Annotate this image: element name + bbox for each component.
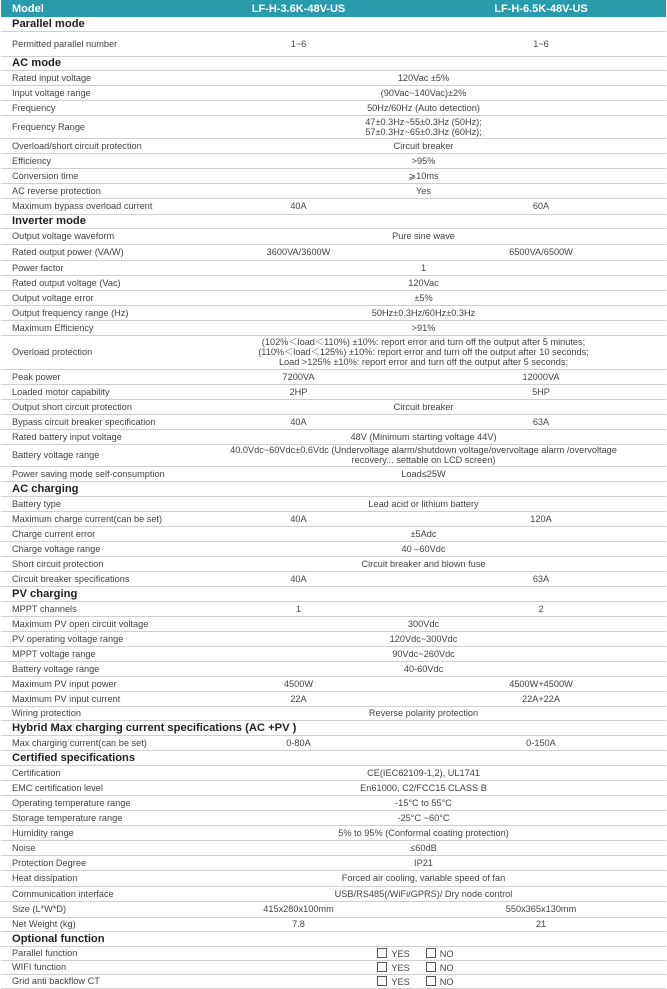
spec-row [1,616,666,631]
spec-value: En61000, C2/FCC15 CLASS B [360,782,487,793]
spec-row [1,601,666,616]
spec-value-a: 40A [290,573,307,584]
spec-value-a: 1 [295,603,302,614]
spec-label: Circuit breaker specifications [12,573,130,584]
spec-value: ⩾10ms [408,170,439,181]
header-model-label: Model [1,0,181,17]
spec-value: 40.0Vdc~60Vdc±0.6Vdc (Undervoltage alarm/shutdown voltage/overvoltage alarm /overvoltage recovery... settable on LCD screen) [230,445,617,465]
spec-value-b: 22A+22A [521,693,561,704]
spec-value-a: 22A [290,693,307,704]
option-choices [181,946,666,960]
spec-value-b: 550x365x130mm [505,904,577,914]
spec-label: Protection Degree [12,857,87,868]
spec-row [1,511,666,526]
spec-value: 40 –60Vdc [401,543,446,554]
spec-value: 50Hz/60Hz (Auto detection) [367,102,480,113]
spec-value-b: 12000VA [522,371,560,382]
spec-label: MPPT channels [12,603,77,614]
spec-label: Size (L*W*D) [12,904,67,914]
spec-label: Maximum PV open circuit voltage [12,618,149,629]
spec-row [1,414,666,429]
spec-value-b: 120A [530,513,552,524]
spec-label: Battery voltage range [12,450,100,460]
spec-value: 48V (Minimum starting voltage 44V) [350,431,497,442]
spec-label: Maximum Efficiency [12,322,94,333]
spec-value-b: 2 [538,603,544,614]
option-choices [181,960,666,974]
spec-value: USB/RS485(/WiFi/GPRS)/ Dry node control [334,888,513,899]
spec-value: Circuit breaker and blown fuse [361,558,486,569]
spec-label: Maximum PV input current [12,693,121,704]
spec-label: Maximum charge current(can be set) [12,513,163,524]
spec-value-a: 40A [290,201,307,211]
spec-value: 47±0.3Hz~55±0.3Hz (50Hz); 57±0.3Hz~65±0.3Hz (60Hz); [365,116,482,137]
spec-row [1,541,666,556]
spec-label: Short circuit protection [12,558,104,569]
spec-value-b: 5HP [532,386,550,397]
spec-row [1,526,666,541]
spec-row [1,631,666,646]
spec-row [1,399,666,414]
spec-row [1,870,666,886]
spec-row [1,735,666,750]
spec-label: Maximum PV input power [12,678,117,689]
spec-value-b: 1~6 [533,38,549,49]
spec-row [1,320,666,335]
spec-value: >91% [411,322,436,333]
spec-row [1,153,666,168]
spec-value: Reverse polarity protection [368,708,479,718]
spec-row [1,917,666,931]
spec-label: Operating temperature range [12,797,131,808]
spec-value: -15°C to 55°C [395,797,452,808]
checkbox-icon[interactable] [377,948,387,958]
spec-label: Humidity range [12,827,74,838]
spec-label: WIFI function [12,962,67,972]
spec-row [1,466,666,481]
spec-label: Max charging current(can be set) [12,737,147,748]
option-yes[interactable]: YES [377,962,409,973]
spec-value-a: 2HP [289,386,308,397]
section-hybrid: Hybrid Max charging current specifications (AC +PV ) [1,720,666,735]
spec-row [1,429,666,444]
spec-row [1,275,666,290]
option-choices [181,974,666,988]
spec-row [1,183,666,198]
spec-label: Overload protection [12,347,93,357]
spec-value: Load≤25W [401,468,446,479]
spec-value: Circuit breaker [393,401,454,412]
spec-label: PV operating voltage range [12,633,124,644]
checkbox-icon[interactable] [426,962,436,972]
spec-value: Lead acid or lithium battery [368,498,479,509]
spec-value-a: 0-80A [286,737,311,748]
spec-row [1,706,666,720]
spec-row [1,676,666,691]
spec-label: Frequency [12,102,56,113]
spec-label: Output frequency range (Hz) [12,307,129,318]
spec-value: -25°C ~60°C [397,812,450,823]
spec-row [1,115,666,138]
option-no[interactable]: NO [426,948,454,959]
spec-label: Bypass circuit breaker specification [12,416,156,427]
spec-value: 50Hz±0.3Hz/60Hz±0.3Hz [371,307,476,318]
spec-label: Battery type [12,498,62,509]
spec-label: Parallel function [12,948,78,958]
spec-row [1,228,666,244]
header-model-b: LF-H-6.5K-48V-US [416,0,666,17]
option-no[interactable]: NO [426,976,454,987]
spec-label: Output short circuit protection [12,401,133,412]
spec-label: Rated input voltage [12,72,92,83]
spec-label: Frequency Range [12,121,86,132]
spec-row [1,765,666,780]
spec-label: Charge voltage range [12,543,101,554]
spec-label: Loaded motor capability [12,386,110,397]
spec-label: Rated output voltage (Vac) [12,277,121,288]
spec-label: Grid anti backflow CT [12,976,100,986]
spec-label: Conversion time [12,170,79,181]
spec-label: Output voltage error [12,292,94,303]
spec-row [1,244,666,260]
spec-value: ≤60dB [410,842,437,853]
spec-label: Efficiency [12,155,52,166]
spec-row [1,100,666,115]
spec-value-a: 40A [290,513,307,524]
spec-label: Charge current error [12,528,96,539]
spec-value: IP21 [414,857,433,868]
spec-value-a: 1~6 [290,38,307,49]
spec-value-b: 0-150A [526,737,556,748]
spec-value: >95% [411,155,436,166]
optional-row [1,946,666,960]
spec-label: Heat dissipation [12,873,78,883]
spec-row [1,168,666,183]
spec-label: Input voltage range [12,87,91,98]
spec-row [1,661,666,676]
spec-label: Output voltage waveform [12,231,115,241]
spec-row [1,795,666,810]
spec-value: (90Vac~140Vac)±2% [380,87,467,98]
spec-value-b: 60A [532,201,550,211]
spec-row [1,138,666,153]
spec-value: CE(IEC62109-1,2), UL1741 [367,767,480,778]
spec-row [1,825,666,840]
checkbox-icon[interactable] [426,976,436,986]
spec-row [1,260,666,275]
spec-label: Permitted parallel number [12,38,118,49]
spec-row [1,305,666,320]
spec-label: Peak power [12,371,61,382]
spec-row [1,31,666,56]
spec-row [1,70,666,85]
section-certified: Certified specifications [1,750,666,765]
spec-value: 5% to 95% (Conformal coating protection) [338,827,509,838]
section-parallel: Parallel mode [1,17,666,31]
spec-value: 40-60Vdc [403,663,444,674]
spec-label: Communication interface [12,888,114,899]
spec-value: Pure sine wave [392,231,455,241]
spec-row [1,810,666,825]
spec-label: Power factor [12,262,64,273]
spec-value-b: 21 [535,919,547,929]
spec-row [1,290,666,305]
section-optional: Optional function [1,931,666,946]
spec-value: Yes [416,185,431,196]
spec-value: 120Vac [408,277,439,288]
spec-value-b: 4500W+4500W [509,678,573,689]
spec-value-b: 6500VA/6500W [509,247,573,257]
spec-label: EMC certification level [12,782,103,793]
section-pv-charging: PV charging [1,586,666,601]
spec-label: Noise [12,842,36,853]
spec-value: Circuit breaker [393,140,454,151]
spec-value: 1 [420,262,427,273]
spec-label: Rated battery input voltage [12,431,122,442]
spec-row [1,855,666,870]
spec-value: ±5Adc [410,528,437,539]
spec-value: 300Vdc [407,618,440,629]
optional-row [1,960,666,974]
spec-row [1,691,666,706]
section-inverter: Inverter mode [1,214,666,228]
checkbox-icon[interactable] [377,976,387,986]
spec-value: 120Vdc~300Vdc [389,633,458,644]
spec-row [1,780,666,795]
spec-label: Overload/short circuit protection [12,140,142,151]
spec-label: Certification [12,767,61,778]
spec-row [1,646,666,661]
spec-row [1,886,666,901]
spec-row [1,335,666,369]
spec-label: Power saving mode self-consumption [12,468,165,479]
spec-label: AC reverse protection [12,185,101,196]
checkbox-icon[interactable] [377,962,387,972]
spec-label: MPPT voltage range [12,648,96,659]
option-yes[interactable]: YES [377,948,409,959]
spec-row [1,571,666,586]
spec-value: 90Vdc~260Vdc [392,648,455,659]
spec-label: Storage temperature range [12,812,123,823]
section-ac-mode: AC mode [1,56,666,70]
spec-value-a: 40A [290,416,307,427]
spec-value: Forced air cooling, variable speed of fan [341,873,506,883]
spec-value-b: 63A [532,573,550,584]
spec-row [1,369,666,384]
spec-value: (102%＜load＜110%) ±10%: report error and turn off the output after 5 minutes; (110%＜load＜125%) ±10%: report error and turn off the output after 10 seconds; Load >125% ±10%: report error and turn off the output after 5 seconds; [258,337,589,367]
spec-label: Battery voltage range [12,663,100,674]
spec-row [1,384,666,399]
spec-row [1,556,666,571]
spec-label: Net Weight (kg) [12,919,76,929]
spec-label: Rated output power (VA/W) [12,247,124,257]
spec-label: Maximum bypass overload current [12,201,153,211]
section-ac-charging: AC charging [1,481,666,496]
checkbox-icon[interactable] [426,948,436,958]
spec-value-a: 3600VA/3600W [266,247,331,257]
spec-row [1,496,666,511]
spec-table [1,0,666,989]
spec-value: 120Vac ±5% [397,72,450,83]
header-row [1,0,666,17]
spec-value-b: 63A [532,416,550,427]
spec-value-a: 415x280x100mm [263,904,334,914]
spec-value-a: 7200VA [282,371,315,382]
spec-row [1,444,666,466]
spec-label: Wiring protection [12,708,81,718]
spec-row [1,85,666,100]
option-no[interactable]: NO [426,962,454,973]
spec-row [1,901,666,917]
header-model-a: LF-H-3.6K-48V-US [181,0,416,17]
spec-value: ±5% [414,292,433,303]
spec-row [1,198,666,214]
spec-value-a: 4500W [283,678,314,689]
option-yes[interactable]: YES [377,976,409,987]
spec-row [1,840,666,855]
spec-value-a: 7.8 [292,919,305,929]
optional-row [1,974,666,988]
